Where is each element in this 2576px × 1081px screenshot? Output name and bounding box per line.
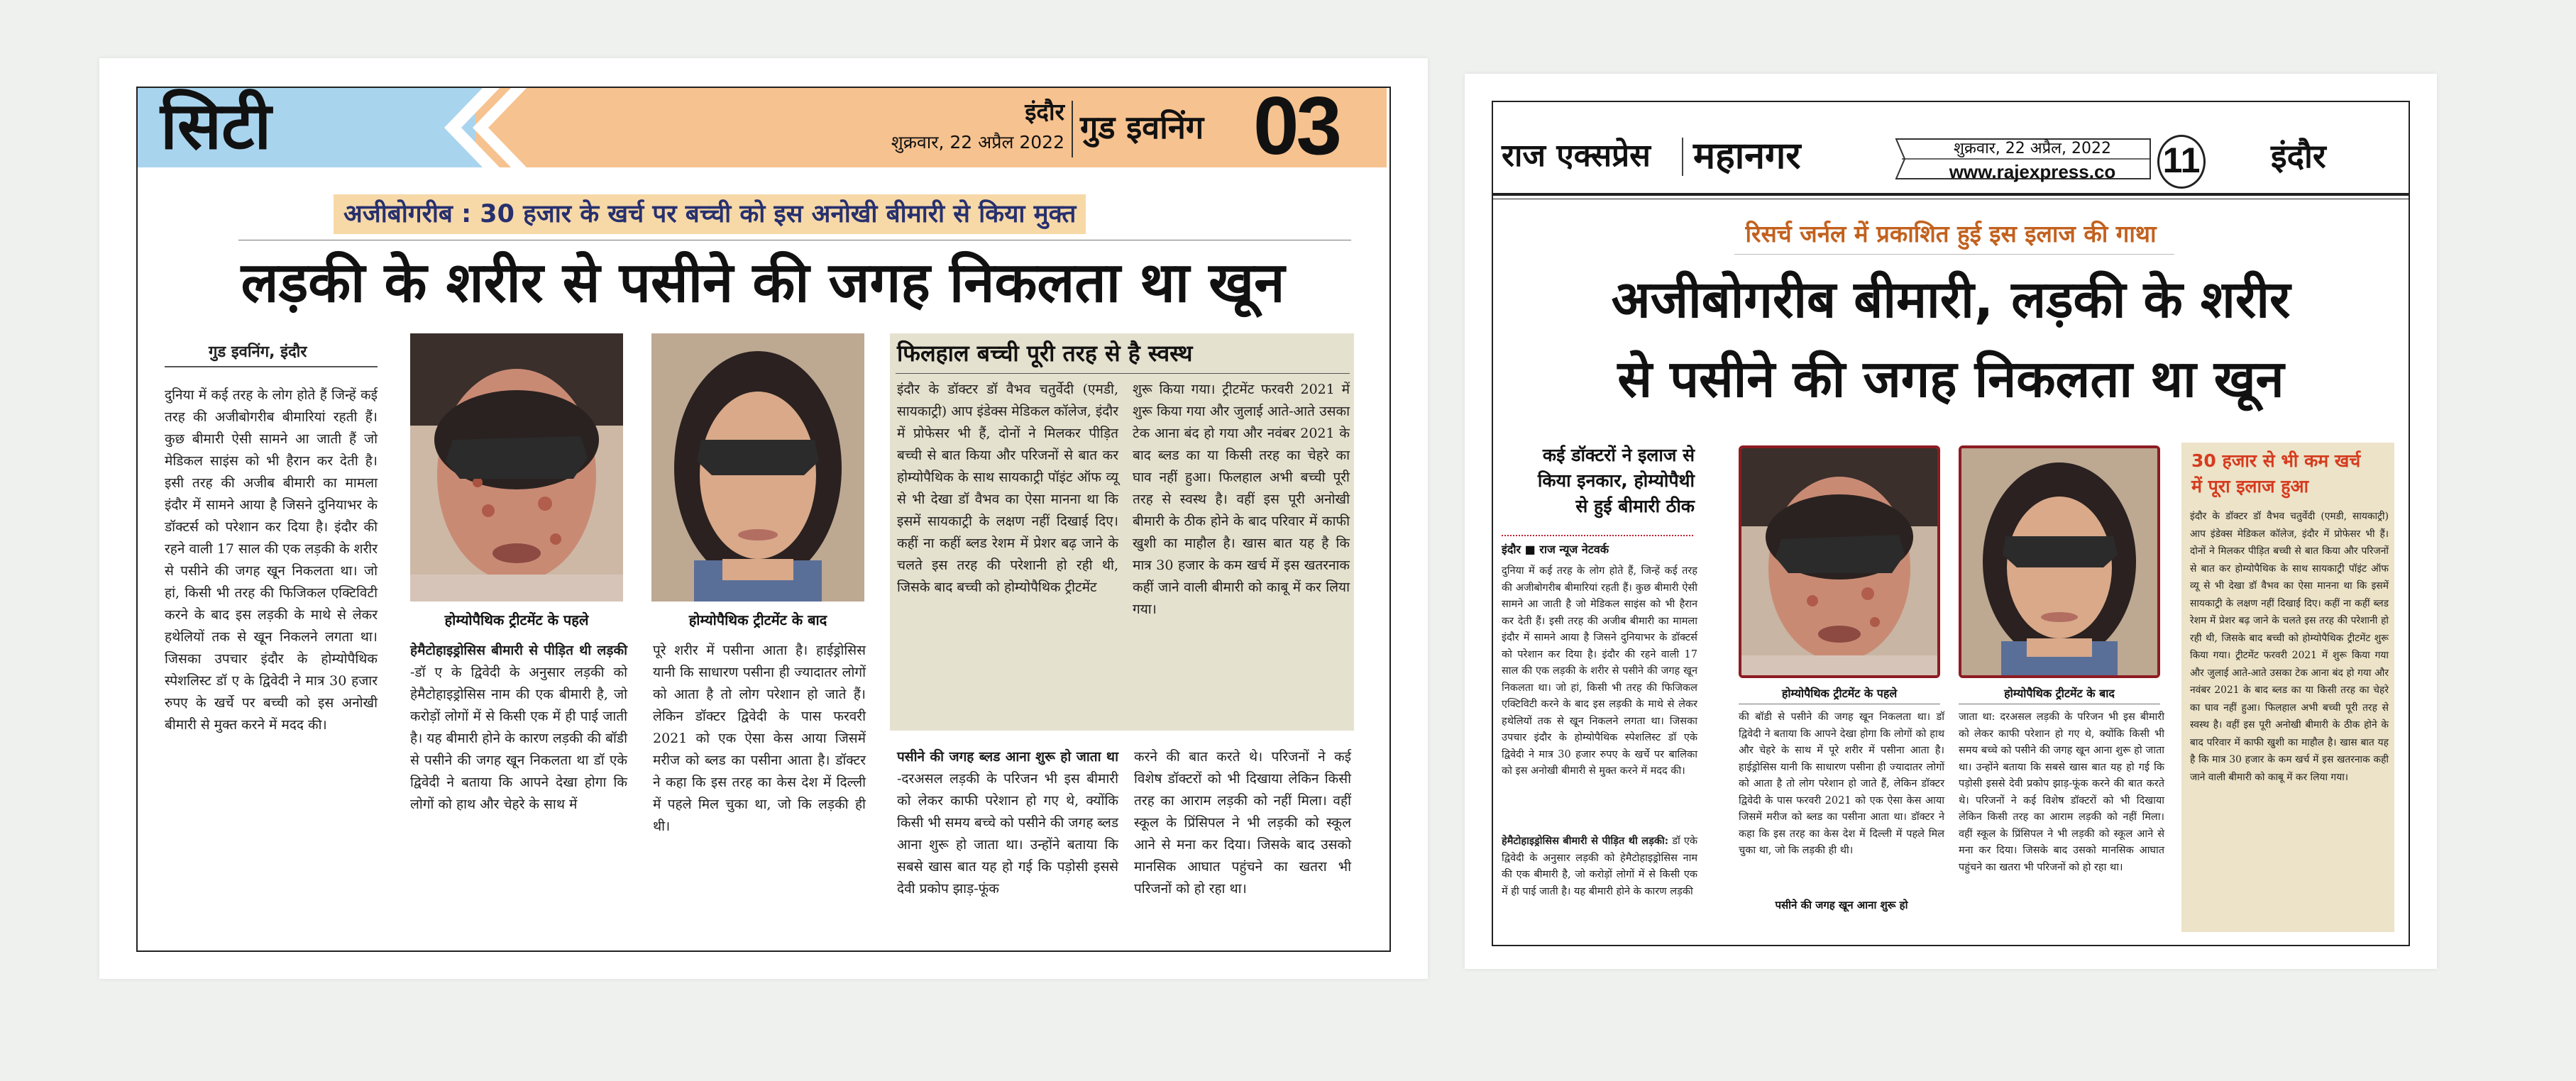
right-box-text-line: खर्च में इस खतरनाक कही जाने वाली — [2190, 754, 2389, 783]
left-header-chevron — [376, 88, 561, 167]
left-box-col1-line: प्रोफेसर भी हैं, दोनों ने मिलकर — [913, 426, 1089, 441]
right-subhead-line: किया इनकार, होम्योपैथी — [1537, 470, 1695, 491]
left-col2-line: बॉडी से पसीने की जगह खून — [410, 731, 627, 768]
right-col3-line: जगह खून आना शुरू हो जाता था। उन्होंने — [1959, 745, 2164, 773]
left-col3-line: पसीना आता है। डॉक्टर ने कहा कि — [653, 753, 866, 790]
right-col1b-text — [1502, 833, 1697, 900]
left-col1-text — [165, 384, 378, 736]
left-clipping-paper — [99, 58, 1428, 979]
right-box-text-line: मानना था कि इसमें सायकाट्री के लक्षण — [2190, 580, 2389, 609]
left-col1-line: से लेकर हथेलियों तक से खून — [165, 607, 378, 645]
right-col1-line: जगह खून निकलता था। जो हां, किसी भी तरह — [1502, 665, 1697, 694]
right-col3-line: लड़की को नहीं मिला। वहीं स्कूल के प्रिंसिपल — [1959, 811, 2164, 840]
right-caption-after: होम्योपैथिक ट्रीटमेंट के बाद — [2004, 687, 2115, 700]
right-col2-text — [1739, 709, 1944, 860]
left-col4-line: सबसे खास बात यह हो गई कि — [897, 859, 1057, 875]
left-col2-text — [410, 640, 627, 816]
left-box-col2-line: है। खास बात यह है कि मात्र 30 — [1133, 536, 1350, 573]
right-col1-line: सामने आया है जिसने दुनियाभर के डॉक्टर्स को — [1502, 632, 1697, 660]
left-col2-line: निकलता था डॉ एके द्विवेदी ने — [410, 753, 627, 790]
left-col4-lead: पसीने की जगह ब्लड आना शुरू हो जाता था — [897, 749, 1118, 765]
left-page-number: 03 — [1253, 79, 1340, 172]
left-box-col1-line: परिजनों से बात कर होम्योपैथिक — [897, 448, 1118, 485]
right-kicker: रिसर्च जर्नल में प्रकाशित हुई इस इलाज की गाथा — [1745, 220, 2157, 248]
left-box-col2-line: आना बंद हो गया और नवंबर — [1154, 426, 1301, 441]
left-caption-after: होम्योपैथिक ट्रीटमेंट के बाद — [688, 611, 827, 628]
left-col1-line: कुछ बीमारी ऐसी सामने आ जाती — [165, 431, 350, 447]
right-col3-line: जिसके बाद उसको मानसिक आघात पहुंचने — [1959, 845, 2164, 873]
left-col1-line: 30 हजार रुपए के खर्चे पर बच्ची — [165, 673, 378, 711]
left-box-col2-line: बीमारी के ठीक होने के बाद — [1133, 514, 1272, 529]
left-col3-line: पसीना ही ज्यादातर लोगों को आता — [653, 665, 866, 702]
right-col1b-line: जो करोड़ों लोगों में से किसी एक में ही पाई — [1502, 869, 1697, 897]
right-col2-line: था, जो कि लड़की ही थी। — [1758, 845, 1854, 856]
right-box-text-line: बाद परिवार में काफी खुशी का माहौल है। — [2190, 736, 2340, 748]
left-box-col1 — [897, 379, 1118, 599]
right-col2-line: कि साधारण पसीना ही ज्यादातर लोगों को — [1739, 761, 1945, 789]
right-section: महानगर — [1693, 135, 1801, 177]
right-box-text-line: ट्रीटमेंट फरवरी 2021 में शुरू किया गया — [2235, 650, 2389, 661]
right-col3-line: पड़ोसी इससे देवी प्रकोप झाड़-फूंक करने की — [1959, 778, 2128, 789]
right-city: इंदौर — [2271, 137, 2326, 175]
right-box-text-line: फिलहाल अभी बच्ची पूरी तरह से स्वस्थ है। — [2190, 702, 2389, 731]
left-box-col1-line: परेशानी हो रही थी, जिसके बाद — [897, 558, 1118, 595]
right-headline-line1: अजीबोगरीब बीमारी, लड़की के शरीर — [1611, 270, 2291, 329]
left-col3-line: इस तरह का केस देश में दिल्ली में — [653, 775, 866, 812]
right-col2-lead: पसीने की जगह खून आना शुरू हो — [1775, 899, 1908, 911]
left-col5-line: करने की बात करते थे। परिजनों ने — [1134, 749, 1335, 765]
right-col1-line: परेशान कर दिया है। इंदौर की रहने वाली 17 — [1517, 648, 1697, 660]
left-col1-line: को इस अनोखी बीमारी से मुक्त — [165, 695, 378, 733]
left-col2-line: बताया कि आपने देखा होगा कि — [461, 775, 628, 790]
left-box-col1-line: के लक्षण नहीं दिखाई दिए। कहीं — [897, 514, 1118, 551]
right-col2-line: था। डॉ द्विवेदी ने बताया कि आपने देखा — [1739, 711, 1944, 740]
right-box-title — [2191, 448, 2390, 499]
left-box-title: फिलहाल बच्ची पूरी तरह से है स्वस्थ — [897, 340, 1193, 367]
left-col1-line: अजीबोगरीब बीमारियां रहती हैं। — [214, 409, 378, 425]
left-box-col1-line: पीड़ित बच्ची से बात किया और — [897, 426, 1118, 463]
right-kicker-rule — [1734, 254, 2174, 255]
left-col4-line: हो जाता था। उन्होंने बताया कि — [956, 837, 1118, 853]
left-box-col1-line: इंदौर के डॉक्टर डॉ वैभव चतुर्वेदी — [897, 382, 1083, 397]
right-col1b-line: को हेमैटोहाइड्रोसिस नाम की एक बीमारी है, — [1502, 852, 1698, 880]
left-box-col1-line: व्यू से भी देखा डॉ वैभव का ऐसा — [897, 470, 1118, 507]
right-col1-line: तरह की अजीब बीमारी का मामला इंदौर में — [1502, 615, 1697, 643]
left-col2-line: हेमैटोहाइड्रोसिस नाम की एक — [410, 687, 559, 702]
right-col1-line: मेडिकल साइंस को भी हैरान कर देती हैं। इसी — [1502, 599, 1697, 627]
right-col1-line: अनोखी बीमारी से मुक्त करने में मदद की। — [1531, 765, 1685, 777]
right-brand: राज एक्सप्रेस — [1502, 138, 1651, 174]
left-col1-line: में सामने आया है जिसने — [192, 497, 318, 513]
left-box-col2-line: फिलहाल अभी बच्ची पूरी तरह से — [1133, 470, 1350, 507]
left-box-col2-line: शुरू किया गया। ट्रीटमेंट फरवरी — [1133, 382, 1301, 397]
left-col3-line: पूरे शरीर में पसीना आता है। — [653, 643, 816, 658]
right-col2-line: डॉक्टर द्विवेदी के पास फरवरी 2021 को — [1739, 778, 1944, 806]
left-caption-before: होम्योपैथिक ट्रीटमेंट के पहले — [444, 611, 589, 628]
right-photo-before — [1739, 445, 1940, 678]
right-box-text-line: खास बात यह है कि मात्र 30 हजार के कम — [2190, 736, 2389, 765]
left-col1-line: अजीब बीमारी का मामला इंदौर — [165, 475, 378, 513]
left-col3-line: लेकिन डॉक्टर द्विवेदी के पास — [653, 709, 834, 724]
right-box-text-line: हो गया और नवंबर 2021 के बाद ब्लड का — [2190, 667, 2389, 696]
left-col3-line: पहले मिल चुका था, जो कि — [667, 797, 819, 812]
right-col1b-line: डॉ एके द्विवेदी के अनुसार लड़की — [1502, 836, 1698, 864]
left-col1-line: निकलता था। जो हां, किसी भी — [165, 563, 378, 601]
right-col3-line: को भी दिखाया लेकिन किसी तरह का आराम — [1959, 794, 2165, 823]
left-box-rule — [896, 373, 1350, 374]
right-col3-line: बीमारी को लेकर काफी परेशान हो गए थे, — [1959, 711, 2164, 740]
right-clipping-paper — [1465, 74, 2437, 969]
right-box-title-line: 30 हजार से भी कम खर्च — [2191, 450, 2361, 471]
right-col1-line: कुछ बीमारी ऐसी सामने आ जाती है जो — [1502, 582, 1697, 610]
right-col2-line: तरह का केस देश में दिल्ली में पहले मिल चुका — [1739, 828, 1944, 856]
right-col3-line: जाता था: दरअसल लड़की के परिजन भी इस — [1959, 711, 2140, 723]
right-url: www.rajexpress.co — [1949, 161, 2116, 182]
left-col5-line: उसको मानसिक आघात पहुंचने — [1134, 837, 1351, 875]
right-col3-line: क्योंकि किसी भी समय बच्चे को पसीने की — [1959, 728, 2164, 756]
left-box-col1-line: बच्ची को होम्योपैथिक ट्रीटमेंट — [957, 580, 1097, 595]
right-subhead-line: कई डॉक्टरों ने इलाज से — [1542, 445, 1695, 465]
left-col1-line: स्पेशलिस्ट डॉ ए के द्विवेदी ने मात्र — [165, 673, 330, 689]
right-col1-line: निकलने लगता था। जिसका उपचार इंदौर के — [1502, 715, 1697, 743]
right-masthead-rule — [1493, 193, 2409, 196]
right-col2-line: पसीना आता था। डॉक्टर ने कहा कि इस — [1739, 811, 1944, 840]
right-col2-line: आता है तो लोग परेशान हो जाते हैं, लेकिन — [1753, 778, 1922, 789]
left-box-col2-line: 2021 में शुरू किया गया और — [1133, 382, 1350, 419]
right-box-title-line: में पूरा इलाज हुआ — [2191, 476, 2309, 497]
right-headline-line2: से पसीने की जगह निकलता था खून — [1617, 349, 2284, 409]
right-subhead-rule — [1502, 535, 1693, 538]
left-col5-line: लड़की को नहीं मिला। वहीं स्कूल — [1134, 793, 1352, 831]
left-box-col1-line: मेडिकल कॉलेज, इंदौर में — [897, 404, 1118, 441]
left-headline: लड़की के शरीर से पसीने की जगह निकलता था खून — [241, 251, 1285, 315]
left-col4-text — [897, 746, 1118, 900]
right-col3-line: बात करते थे। परिजनों ने कई विशेष डॉक्टरों — [1959, 778, 2164, 806]
right-col1-line: होम्योपैथिक स्पेशलिस्ट डॉ एके द्विवेदी ने मात्र — [1502, 732, 1697, 760]
left-box-col1-line: जाने के चलते इस तरह की — [897, 536, 1118, 573]
left-col4-body — [897, 771, 1118, 897]
left-box-col2-line: परिवार में काफी खुशी का माहौल — [1133, 514, 1350, 551]
left-col2-line: बीमारी होने के कारण लड़की की — [446, 731, 606, 746]
right-box-text-line: प्रेशर बढ़ जाने के चलते इस तरह की — [2219, 615, 2351, 626]
left-date: शुक्रवार, 22 अप्रैल 2022 — [891, 132, 1064, 153]
left-col5-line: लेकिन किसी तरह का आराम — [1134, 771, 1351, 809]
right-page-number: 11 — [2162, 140, 2201, 180]
right-box-text-line: बात कर होम्योपैथिक के साथ सायकाट्री — [2201, 562, 2349, 575]
left-box-col2-line: को काबू में कर लिया गया। — [1133, 580, 1350, 617]
left-box-col1-line: ना कहीं ब्लड रेशम में प्रेशर बढ़ — [923, 536, 1082, 551]
left-col2-line: द्विवेदी के अनुसार लड़की को — [470, 665, 627, 680]
left-box-col1-line: मानना था कि इसमें सायकाट्री — [897, 492, 1119, 529]
left-city: इंदौर — [1025, 98, 1064, 126]
right-col1-line: 30 हजार रुपए के खर्चे पर बालिका को इस — [1502, 748, 1698, 777]
right-col2-line: की बॉडी से पसीने की जगह खून निकलता — [1739, 711, 1917, 723]
left-col4-line: पड़ोसी इससे देवी प्रकोप झाड़-फूंक — [897, 859, 1119, 897]
left-col1-line: तरह की फिजिकल एक्टिविटी — [234, 585, 378, 601]
left-col1-line: 17 साल की एक लड़की के — [216, 541, 354, 557]
right-col1-line: दुनिया में कई तरह के लोग होते हैं, जिन्हें — [1502, 565, 1665, 577]
right-col3-line: ने भी लड़की को स्कूल आने से मना कर दिया। — [1959, 828, 2164, 856]
right-box-text-line: वहीं इस पूरी अनोखी बीमारी के ठीक होने के — [2226, 719, 2389, 731]
right-col3-line: बताया कि सबसे खास बात यह हो गई कि — [2003, 761, 2164, 773]
left-col4-line: -दरअसल — [897, 771, 950, 787]
right-col1-line: लड़की के माथे से लेकर हथेलियों तक से खून — [1502, 699, 1697, 727]
left-col2-lead: हेमैटोहाइड्रोसिस बीमारी से पीड़ित थी लड़की — [410, 643, 627, 658]
left-kicker: अजीबोगरीब : 30 हजार के खर्च पर बच्ची को इस अनोखी बीमारी से किया मुक्त — [334, 194, 1086, 234]
left-col1-line: उपचार इंदौर के होम्योपैथिक — [214, 651, 378, 667]
left-col3-text — [653, 640, 866, 838]
left-col3-line: लड़की ही थी। — [653, 797, 866, 834]
left-col5-line: आने से मना कर दिया। जिसके बाद — [1134, 837, 1321, 853]
left-col1-line: हैं जिन्हें कई तरह की — [165, 387, 378, 425]
right-box-text-line: इंदौर में प्रोफेसर भी हैं। दोनों ने मिलकर — [2190, 528, 2389, 557]
left-col5-line: का खतरा भी परिजनों को हो रहा — [1134, 859, 1351, 897]
left-box-col1-line: (एमडी, सायकाट्री) आप इंडेक्स — [897, 382, 1118, 419]
left-col1-line: दुनिया में कई तरह के लोग होते — [165, 387, 320, 403]
left-col1-line: करने में मदद की। — [241, 717, 327, 733]
left-col3-line: आया जिसमें मरीज को ब्लड का — [653, 731, 866, 768]
left-col3-line: फरवरी 2021 को एक ऐसा केस — [653, 709, 866, 746]
right-box-text-line: और जुलाई आते-आते उसका टेक आना बंद — [2190, 667, 2347, 679]
left-photo-before — [410, 333, 623, 602]
right-col2-line: होगा कि लोगों को हाथ और चेहरे के साथ में — [1739, 728, 1944, 756]
right-box-text-line: नहीं दिखाई दिए। कहीं ना कहीं ब्लड रेशम में — [2190, 597, 2389, 626]
left-box-col2-line: स्वस्थ है। वहीं इस पूरी अनोखी — [1179, 492, 1350, 507]
right-box-text-line: होम्योपैथिक ट्रीटमेंट शुरू किया गया। — [2190, 632, 2389, 661]
right-col1-line: कई तरह की अजीबोगरीब बीमारियां रहती हैं। — [1502, 565, 1697, 594]
left-col5-line: के प्रिंसिपल ने भी लड़की को स्कूल — [1166, 815, 1352, 831]
right-subhead-line: से हुई बीमारी ठीक — [1575, 496, 1695, 516]
left-box-col1-line: के साथ सायकाट्री पॉइंट ऑफ — [958, 470, 1106, 485]
left-box-col2-line: खतरनाक कहीं जाने वाली बीमारी — [1133, 558, 1350, 595]
right-box-text-line: पीड़ित बच्ची से बात किया और परिजनों से — [2190, 545, 2389, 575]
left-col1-line: निकलने लगता था। जिसका — [165, 629, 378, 667]
right-box-text-line: परेशानी हो रही थी, जिसके बाद बच्ची को — [2190, 615, 2389, 644]
right-box-text-line: सायकाट्री) आप इंडेक्स मेडिकल कॉलेज, — [2190, 511, 2389, 540]
left-col1-line: कर दिया है। इंदौर की रहने वाली — [165, 519, 378, 557]
right-col2-line: एक ऐसा केस आया जिसमें मरीज को ब्लड का — [1739, 794, 1944, 823]
right-col2-line: पूरे शरीर में पसीना आता है। हाईड्रोसिस यानी — [1739, 745, 1944, 773]
right-byline: इंदौर ■ राज न्यूज नेटवर्क — [1502, 543, 1609, 556]
left-col3-line: हाईड्रोसिस यानी कि साधारण — [653, 643, 866, 680]
left-col1-line: दुनियाभर के डॉक्टर्स को परेशान — [165, 497, 378, 535]
left-col1-line: करने के बाद इस लड़की के माथे — [165, 607, 338, 623]
left-section-title: सिटी — [160, 88, 272, 164]
left-col5-text — [1134, 746, 1351, 900]
right-subhead — [1499, 443, 1695, 519]
right-col3-text — [1959, 709, 2164, 876]
right-date: शुक्रवार, 22 अप्रैल, 2022 — [1954, 140, 2111, 157]
left-col5-line: था। — [1229, 881, 1247, 897]
right-box-text-line: इंदौर के डॉक्टर डॉ वैभव चतुर्वेदी (एमडी, — [2190, 511, 2353, 522]
left-col2-line: -डॉ ए के — [410, 665, 471, 680]
left-box-col2-line: तरह का चेहरे का घाव नहीं हुआ। — [1133, 448, 1350, 485]
right-col1-lead: हेमैटोहाइड्रोसिस बीमारी से पीड़ित थी लड़की: — [1502, 835, 1669, 847]
right-masthead-divider — [1682, 138, 1683, 176]
left-col4-line: को लेकर काफी परेशान हो गए थे, — [897, 793, 1086, 809]
left-byline-rule — [165, 366, 378, 367]
right-box-text-line: बीमारी को काबू में कर लिया गया। — [2228, 771, 2349, 783]
right-box-text-line: पॉइंट ऑफ व्यू से भी देखा डॉ वैभव का ऐसा — [2190, 562, 2389, 592]
right-col1-line: साल की एक लड़की के शरीर से पसीने की — [1502, 665, 1661, 677]
left-col5-line: कई विशेष डॉक्टरों को भी दिखाया — [1134, 749, 1351, 787]
left-col3-line: है तो लोग परेशान हो जाते हैं। — [706, 687, 866, 702]
right-box-text-line: या किसी तरह का चेहरे का घाव नहीं हुआ। — [2190, 684, 2389, 714]
left-paper-name: गुड इवनिंग — [1080, 109, 1204, 146]
left-byline: गुड इवनिंग, इंदौर — [209, 343, 307, 361]
left-box-col2-line: हजार के कम खर्च में इस — [1178, 558, 1304, 573]
left-col2-line: किसी एक में ही पाई जाती है। यह — [410, 709, 628, 746]
left-box-col2 — [1133, 379, 1350, 621]
left-col4-line: पसीने की जगह ब्लड आना शुरू — [897, 815, 1118, 853]
left-photo-after — [651, 333, 864, 602]
right-photo-after — [1959, 445, 2160, 678]
left-box-col2-line: जुलाई आते-आते उसका टेक — [1133, 404, 1350, 441]
left-col1-line: हैं जो मेडिकल साइंस को भी — [165, 431, 378, 469]
right-col1-text — [1502, 563, 1697, 780]
right-col3-line: का खतरा भी परिजनों को हो रहा था। — [1985, 861, 2123, 873]
left-col2-line: बीमारी है, जो करोड़ों लोगों में से — [410, 687, 627, 724]
left-header-divider — [1072, 101, 1073, 157]
right-caption-before: होम्योपैथिक ट्रीटमेंट के पहले — [1781, 687, 1898, 700]
right-col1b-line: जाती है। यह बीमारी होने के कारण लड़की — [1539, 885, 1693, 897]
left-col1-line: शरीर से पसीने की जगह खून — [165, 541, 378, 579]
left-col1-line: हैरान कर देती है। इसी तरह की — [165, 453, 378, 491]
left-col4-line: लड़की के परिजन भी इस बीमारी — [950, 771, 1118, 787]
left-col2-body — [410, 665, 627, 812]
right-col1-line: की फिजिकल एक्टिविटी करने के बाद इस — [1502, 682, 1697, 710]
left-col4-line: क्योंकि किसी भी समय बच्चे को — [897, 793, 1118, 831]
left-box-col2-line: 2021 के बाद ब्लड का या किसी — [1133, 426, 1350, 463]
right-box-text — [2190, 508, 2389, 786]
left-col2-line: लोगों को हाथ और चेहरे के साथ में — [410, 797, 578, 812]
